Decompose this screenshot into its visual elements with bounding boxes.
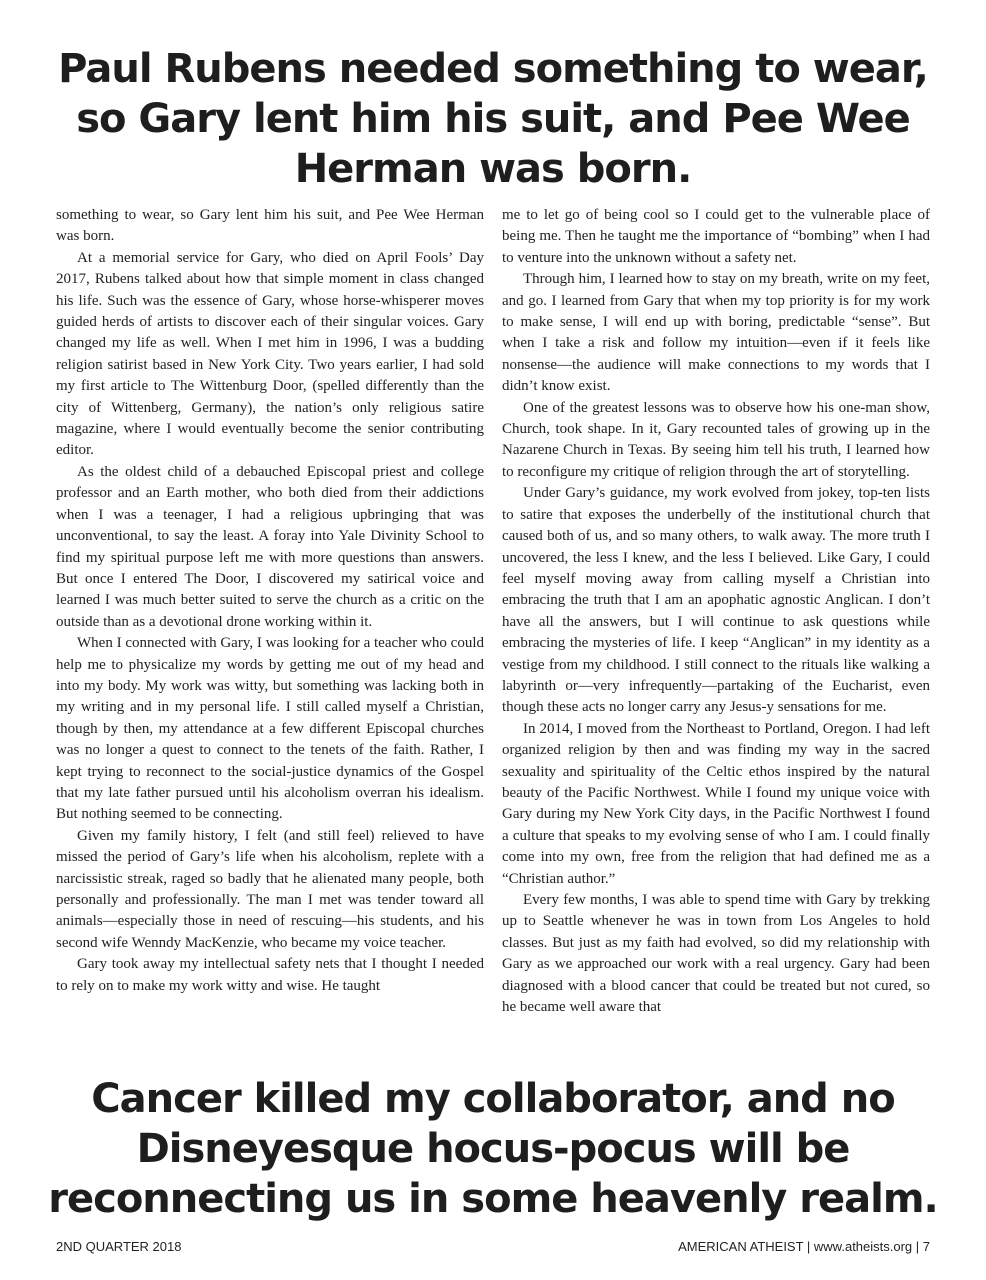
paragraph: At a memorial service for Gary, who died on April Fools’ Day 2017, Rubens talked about how that simple moment in class changed his life. Such was the essence of Gary, whose horse-whisperer moves guided herds of artists to discover each of their singular voices. Gary changed my life as well. When I met him in 1996, I was a budding religion satirist based in New York City. Two years earlier, I had sold my first article to The Wittenburg Door, (spelled differently than the city of Wittenberg, Germany), the nation’s only religious satire magazine, where I would eventually become the senior contributing editor. bbox=[56, 249, 484, 459]
paragraph: As the oldest child of a debauched Episcopal priest and college professor and an Earth mother, who both died from their addictions when I was a teenager, I had a religious upbringing that was unconventional, to say the least. A foray into Yale Divinity School to find my spiritual purpose left me with more questions than answers. But once I entered The Door, I discovered my satirical voice and learned I was much better suited to serve the church as a critic on the outside than as a devotional drone working within it. bbox=[56, 463, 484, 630]
paragraph: Gary took away my intellectual safety nets that I thought I needed to rely on to make my work witty and wise. He taught bbox=[56, 956, 484, 994]
paragraph: Through him, I learned how to stay on my breath, write on my feet, and go. I learned from Gary that when my top priority is for my work to make sense, I will end up with boring, predictable “sense”. But when I take a risk and follow my intuition—even if it feels like nonsense—the audience will make connections to my words that I didn’t know exist. bbox=[502, 271, 930, 395]
right-column bbox=[502, 205, 930, 1057]
paragraph: Given my family history, I felt (and still feel) relieved to have missed the period of Gary’s life when his alcoholism, replete with a narcissistic streak, raged so badly that he alienated many people, both personally and professionally. The man I met was tender toward all animals—especially those in need of rescuing—his students, and his second wife Wenndy MacKenzie, who became my voice teacher. bbox=[56, 827, 484, 951]
paragraph: One of the greatest lessons was to observe how his one-man show, Church, took shape. In it, Gary recounted tales of growing up in the Nazarene Church in Texas. By seeing him tell his truth, I learned how to reconfigure my critique of religion through the art of storytelling. bbox=[502, 399, 930, 480]
paragraph: In 2014, I moved from the Northeast to Portland, Oregon. I had left organized religion by then and was finding my way in the sacred sexuality and spirituality of the Celtic ethos inspired by the natural beauty of the Pacific Northwest. While I found my unique voice with Gary during my New York City days, in the Pacific Northwest I found a culture that speaks to my evolving sense of who I am. I could finally come into my own, free from the religion that had defined me as a “Christian author.” bbox=[502, 720, 930, 887]
left-column bbox=[56, 205, 484, 1057]
page-footer bbox=[56, 1239, 930, 1254]
paragraph: something to wear, so Gary lent him his suit, and Pee Wee Herman was born. bbox=[56, 207, 484, 245]
article-body bbox=[56, 205, 930, 1057]
publication-label: AMERICAN ATHEIST | www.atheists.org | 7 bbox=[678, 1239, 930, 1254]
pull-quote-top: Paul Rubens needed something to wear, so Gary lent him his suit, and Pee Wee Herman was born. bbox=[58, 46, 928, 192]
paragraph: Every few months, I was able to spend time with Gary by trekking up to Seattle whenever he was in town from Los Angeles to hold classes. But just as my faith had evolved, so did my relationship with Gary as we approached our work with a real urgency. Gary had been diagnosed with a blood cancer that could be treated but not cured, so he became well aware that bbox=[502, 892, 930, 1016]
paragraph: me to let go of being cool so I could get to the vulnerable place of being me. Then he taught me the importance of “bombing” when I had to venture into the unknown without a safety net. bbox=[502, 207, 930, 266]
paragraph: When I connected with Gary, I was looking for a teacher who could help me to physicalize my words by getting me out of my head and into my body. My work was witty, but something was lacking both in my writing and in my personal life. I still called myself a Christian, though by then, my attendance at a few different Episcopal churches was no longer a quest to connect to the tenets of the faith. Rather, I kept trying to reconnect to the social-justice dynamics of the Gospel that my late father pursued until his alcoholism overran his idealism. But nothing seemed to be connecting. bbox=[56, 635, 484, 823]
paragraph: Under Gary’s guidance, my work evolved from jokey, top-ten lists to satire that exposes the underbelly of the institutional church that caused both of us, and so many others, to walk away. The more truth I uncovered, the less I knew, and the less I believed. Like Gary, I could feel myself moving away from calling myself a Christian into embracing the truth that I am an apophatic agnostic Anglican. I don’t have all the answers, but I will continue to ask questions while embracing the mysteries of life. I keep “Anglican” in my identity as a vestige from my childhood. I still connect to the rituals like walking a labyrinth or—very infrequently—partaking of the Eucharist, even though these acts no longer carry any Jesus-y sensations for me. bbox=[502, 485, 930, 716]
pull-quote-bottom: Cancer killed my collaborator, and no Disneyesque hocus-pocus will be reconnecting us in some heavenly realm. bbox=[48, 1076, 938, 1222]
issue-label: 2ND QUARTER 2018 bbox=[56, 1239, 182, 1254]
